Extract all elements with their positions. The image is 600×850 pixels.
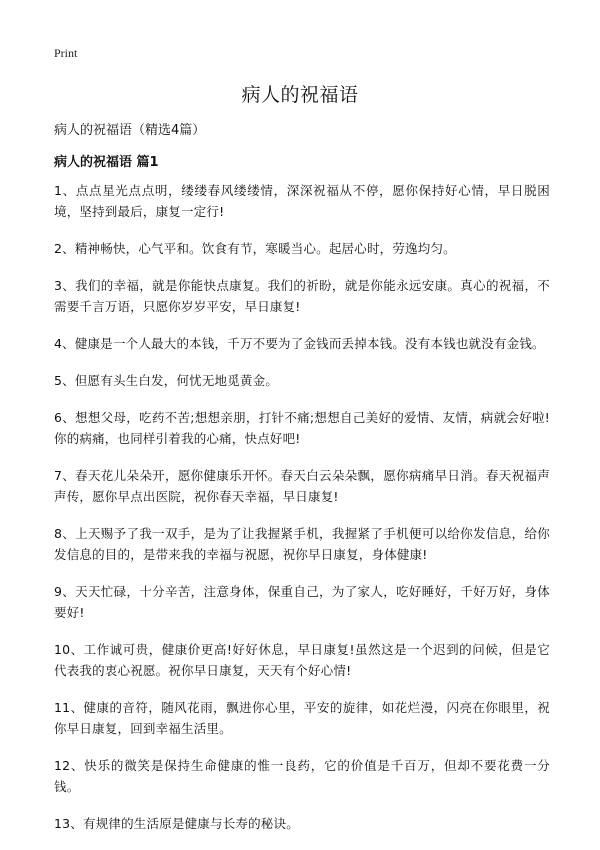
print-label: Print: [54, 46, 78, 60]
list-item: 9、天天忙碌，十分辛苦，注意身体，保重自己，为了家人，吃好睡好，千好万好，身体要好!: [54, 584, 550, 620]
list-item: 4、健康是一个人最大的本钱，千万不要为了金钱而丢掉本钱。没有本钱也就没有金钱。: [54, 336, 545, 351]
list-item: 12、快乐的微笑是保持生命健康的惟一良药，它的价值是千百万，但却不要花费一分钱。: [54, 758, 550, 794]
document-subtitle: 病人的祝福语（精选4篇）: [54, 123, 206, 138]
list-item: 10、工作诚可贵，健康价更高!好好休息，早日康复!虽然这是一个迟到的问候，但是它代表我的衷心祝愿。祝你早日康复，天天有个好心情!: [54, 642, 550, 678]
list-item: 3、我们的幸福，就是你能快点康复。我们的祈盼，就是你能永远安康。真心的祝福，不需要千言万语，只愿你岁岁平安，早日康复!: [54, 278, 550, 314]
list-item: 1、点点星光点点明，缕缕春风缕缕情，深深祝福从不停，愿你保持好心情，早日脱困境，坚持到最后，康复一定行!: [54, 183, 550, 219]
list-item: 2、精神畅快，心气平和。饮食有节，寒暖当心。起居心时，劳逸均匀。: [54, 241, 456, 256]
list-item: 6、想想父母，吃药不苦;想想亲朋，打针不痛;想想自己美好的爱情、友情，病就会好啦!你的病痛，也同样引着我的心痛，快点好吧!: [54, 410, 550, 446]
page-title: 病人的祝福语: [241, 84, 359, 106]
blessing-list: [54, 180, 550, 850]
list-item: 8、上天赐予了我一双手，是为了让我握紧手机，我握紧了手机便可以给你发信息，给你发信息的目的，是带来我的幸福与祝愿，祝你早日康复，身体健康!: [54, 526, 550, 562]
list-item: 11、健康的音符，随风花雨，飘进你心里，平安的旋律，如花烂漫，闪亮在你眼里，祝你早日康复，回到幸福生活里。: [54, 700, 550, 736]
list-item: 5、但愿有头生白发，何忧无地觅黄金。: [54, 373, 279, 388]
section-heading: 病人的祝福语 篇1: [54, 155, 159, 170]
list-item: 13、有规律的生活原是健康与长寿的秘诀。: [54, 816, 299, 831]
list-item: 7、春天花儿朵朵开，愿你健康乐开怀。春天白云朵朵飘，愿你病痛早日消。春天祝福声声传，愿你早点出医院，祝你春天幸福，早日康复!: [54, 468, 550, 504]
